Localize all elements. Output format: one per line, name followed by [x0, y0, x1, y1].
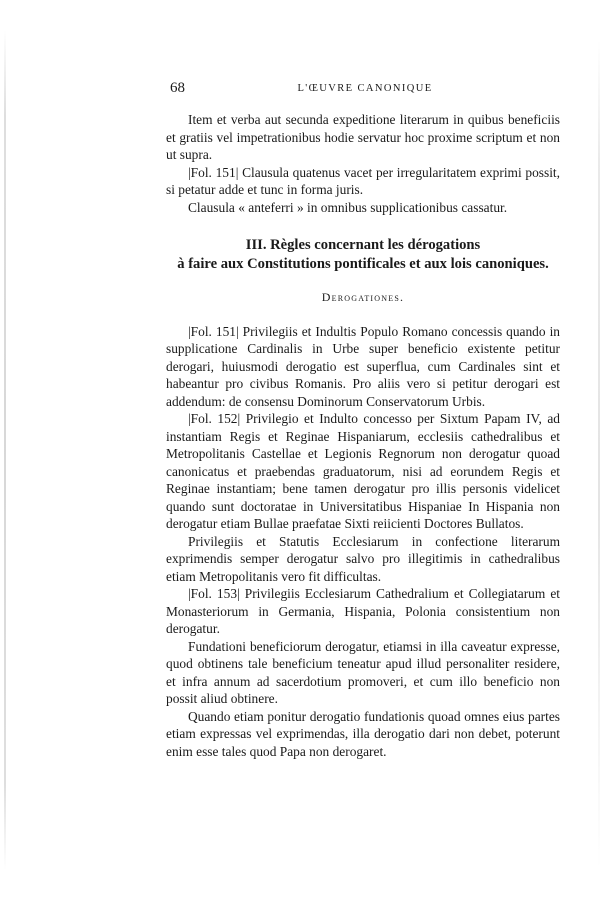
page-edge-shadow: [598, 40, 600, 870]
paragraph: Quando etiam ponitur derogatio fundationis quoad omnes eius partes etiam expressas vel exprimendas, illa derogatio dari non debet, poterunt enim esse tales quod Papa non derogaret.: [166, 708, 560, 759]
paragraph: |Fol. 152| Privilegio et Indulto concesso per Sixtum Papam IV, ad instantiam Regis et Reginae Hispaniarum, ecclesiis cathedralibus et Metropolitanis Castellae et Legionis Regnorum non derogatur quoad canonicatus et praebendas graduatorum, nisi ad eorundem Regis et Reginae instantiam; bene tamen derogatur pro illis personis videlicet quando sunt doctoratae in Universitatibus Hispaniae In Hispania non derogatur etiam Bullae praefatae Sixti reiicienti Doctores Bullatos.: [166, 411, 560, 531]
paragraph: |Fol. 151| Clausula quatenus vacet per irregularitatem exprimi possit, si petatur adde et tunc in forma juris.: [166, 164, 560, 197]
body-text: [166, 111, 560, 760]
paragraph: |Fol. 151| Privilegiis et Indultis Populo Romano concessis quando in supplicatione Cardinalis in Urbe super beneficio existente petitur derogari, huiusmodi derogatio est superflua, cum Cardinales sint et habeantur pro civibus Romanis. Pro aliis vero si petitur derogari est addendum: de consensu Dominorum Conservatorum Urbis.: [166, 323, 560, 409]
page-edge-shadow: [4, 30, 6, 870]
page-number: 68: [170, 80, 185, 96]
paragraph: Item et verba aut secunda expeditione literarum in quibus beneficiis et gratiis vel impetrationibus hodie servatur hoc proxime scriptum et non ut supra.: [166, 112, 560, 162]
paragraph: |Fol. 153| Privilegiis Ecclesiarum Cathedralium et Collegiatarum et Monasteriorum in Germania, Hispania, Polonia consistentium non derogatur.: [166, 586, 560, 636]
section-title: [166, 236, 560, 274]
paragraph: Fundationi beneficiorum derogatur, etiamsi in illa caveatur expresse, quod obtinens tale beneficium teneatur apud illud personaliter residere, et infra annum ad sacerdotium promoveri, et cum illo beneficio non possit aliud obtinere.: [166, 638, 560, 706]
section-title-line: III. Règles concernant les dérogations: [245, 237, 481, 253]
page-header: [170, 80, 560, 100]
sub-heading: Derogationes.: [321, 290, 405, 304]
running-title: L'ŒUVRE CANONIQUE: [297, 83, 433, 94]
paragraph: Clausula « anteferri » in omnibus supplicationibus cassatur.: [188, 199, 508, 215]
section-title-line: à faire aux Constitutions pontificales et aux lois canoniques.: [177, 256, 549, 272]
paragraph: Privilegiis et Statutis Ecclesiarum in confectione literarum exprimendis semper derogatur salvo pro illegitimis in cathedralibus etiam Metropolitanis vero fit difficultas.: [166, 533, 560, 584]
